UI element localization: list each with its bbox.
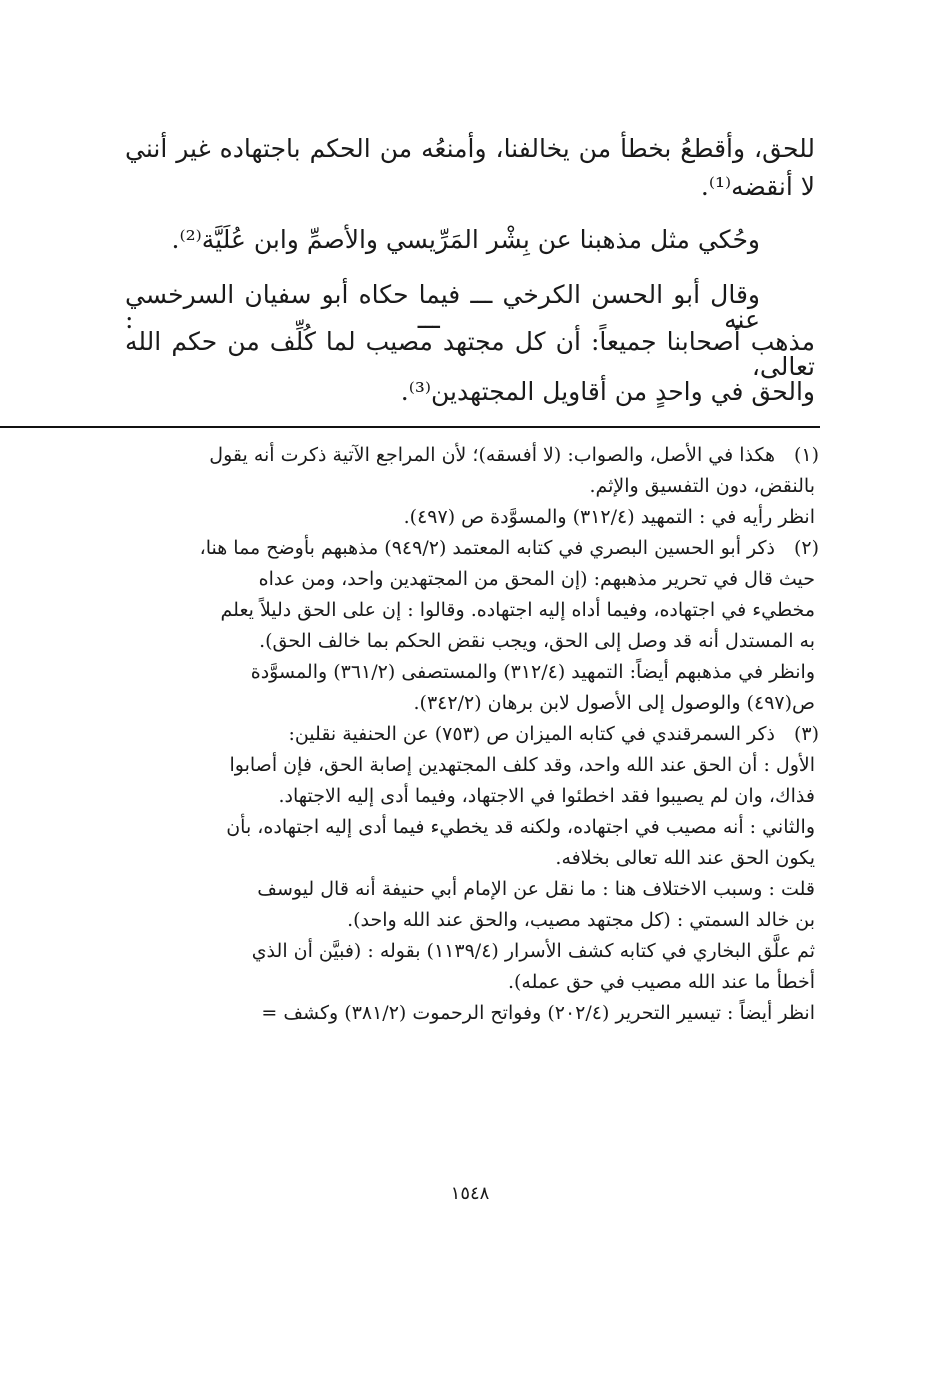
footnote-line — [130, 967, 815, 998]
main-line: لا أنقضه⁽¹⁾. — [700, 172, 815, 201]
footnote-line — [130, 998, 815, 1029]
footnote-text: انظر رأيه في : التمهيد (٣١٢/٤) والمسوَّدة ص (٤٩٧). — [403, 506, 815, 528]
footnote-text: يكون الحق عند الله تعالى بخلافه. — [555, 847, 815, 869]
footnote-line — [130, 874, 815, 905]
footnote-text: حيث قال في تحرير مذهبهم: (إن المحق من المجتهدين واحد، ومن عداه — [258, 568, 815, 590]
footnote-text: ص(٤٩٧) والوصول إلى الأصول لابن برهان (٣٤٢/٢). — [413, 692, 815, 714]
footnote-number: (٢) — [793, 537, 819, 559]
footnote-line — [130, 719, 819, 750]
footnote-text: مخطيء في اجتهاده، وفيما أداه إليه اجتهاده. وقالوا : إن على الحق دليلاً يعلم — [220, 599, 815, 621]
footnote-text: بالنقض، دون التفسيق والإثم. — [589, 475, 815, 497]
footnote-text: فذاك، وان لم يصيبوا فقد اخطئوا في الاجتهاد، وفيما أدى إليه الاجتهاد. — [278, 785, 815, 807]
footnote-line — [130, 533, 819, 564]
footnote-line — [130, 781, 815, 812]
footnote-text: وانظر في مذهبهم أيضاً: التمهيد (٣١٢/٤) والمستصفى (٣٦١/٢) والمسوَّدة — [250, 661, 815, 683]
footnote-line — [130, 471, 815, 502]
footnote-text: ذكر السمرقندي في كتابه الميزان ص (٧٥٣) عن الحنفية نقلين: — [288, 723, 775, 745]
footnote-text: أخطأ ما عند الله مصيب في حق عمله). — [507, 971, 815, 993]
footnote-line — [130, 936, 815, 967]
footnote-line — [130, 905, 815, 936]
main-line: مذهب أصحابنا جميعاً: أن كل مجتهد مصيب لما كُلِّف من حكم الله تعالى، — [125, 327, 815, 381]
footnote-last-text: انظر أيضاً : تيسير التحرير (٢٠٢/٤) وفواتح الرحموت (٣٨١/٢) وكشف — [283, 1002, 815, 1024]
main-line: وحُكي مثل مذهبنا عن بِشْر المَرِّيسي والأصمِّ وابن عُلَيَّة⁽²⁾. — [171, 225, 760, 254]
footnote-line — [130, 564, 815, 595]
main-line: للحق، وأقطعُ بخطأ من يخالفنا، وأمنعُه من الحكم باجتهاده غير أنني — [125, 134, 815, 163]
footnote-text — [130, 998, 815, 1029]
footnote-line — [130, 688, 815, 719]
footnote-line — [130, 595, 815, 626]
footnote-line — [130, 812, 815, 843]
footnote-line — [130, 502, 815, 533]
footnote-line — [130, 750, 815, 781]
footnote-line — [130, 657, 815, 688]
footnote-text: ذكر أبو الحسين البصري في كتابه المعتمد (٩٤٩/٢) مذهبهم بأوضح مما هنا، — [199, 537, 775, 559]
footnote-text: به المستدل أنه قد وصل إلى الحق، ويجب نقض الحكم بما خالف الحق). — [259, 630, 815, 652]
footnote-separator — [0, 426, 820, 428]
page-number: ١٥٤٨ — [450, 1183, 490, 1204]
footnote-line — [130, 843, 815, 874]
footnote-text: والثاني : أنه مصيب في اجتهاده، ولكنه قد يخطيء فيما أدى إليه اجتهاده، بأن — [226, 816, 815, 838]
footnote-line — [130, 626, 815, 657]
footnote-text: قلت : وسبب الاختلاف هنا : ما نقل عن الإمام أبي حنيفة أنه قال ليوسف — [257, 878, 815, 900]
main-line: والحق في واحدٍ من أقاويل المجتهدين⁽³⁾. — [400, 377, 815, 406]
footnote-number: (٣) — [793, 723, 819, 745]
footnote-line — [130, 440, 819, 471]
footnote-number: (١) — [793, 444, 819, 466]
footnote-text: بن خالد السمتي : (كل مجتهد مصيب، والحق عند الله واحد). — [347, 909, 815, 931]
footnote-text: الأول : أن الحق عند الله واحد، وقد كلف المجتهدين إصابة الحق، فإن أصابوا — [229, 754, 815, 776]
footnote-text: ثم علَّق البخاري في كتابه كشف الأسرار (١١٣٩/٤) بقوله : (فبيَّن أن الذي — [251, 940, 815, 962]
footnote-text: هكذا في الأصل، والصواب: (لا أفسقه)؛ لأن المراجع الآتية ذكرت أنه يقول — [209, 444, 775, 466]
continuation-mark: = — [261, 1002, 278, 1024]
main-line: وقال أبو الحسن الكرخي ـــ فيما حكاه أبو سفيان السرخسي عنه ـــ : — [125, 280, 760, 334]
footnotes — [130, 438, 819, 1029]
